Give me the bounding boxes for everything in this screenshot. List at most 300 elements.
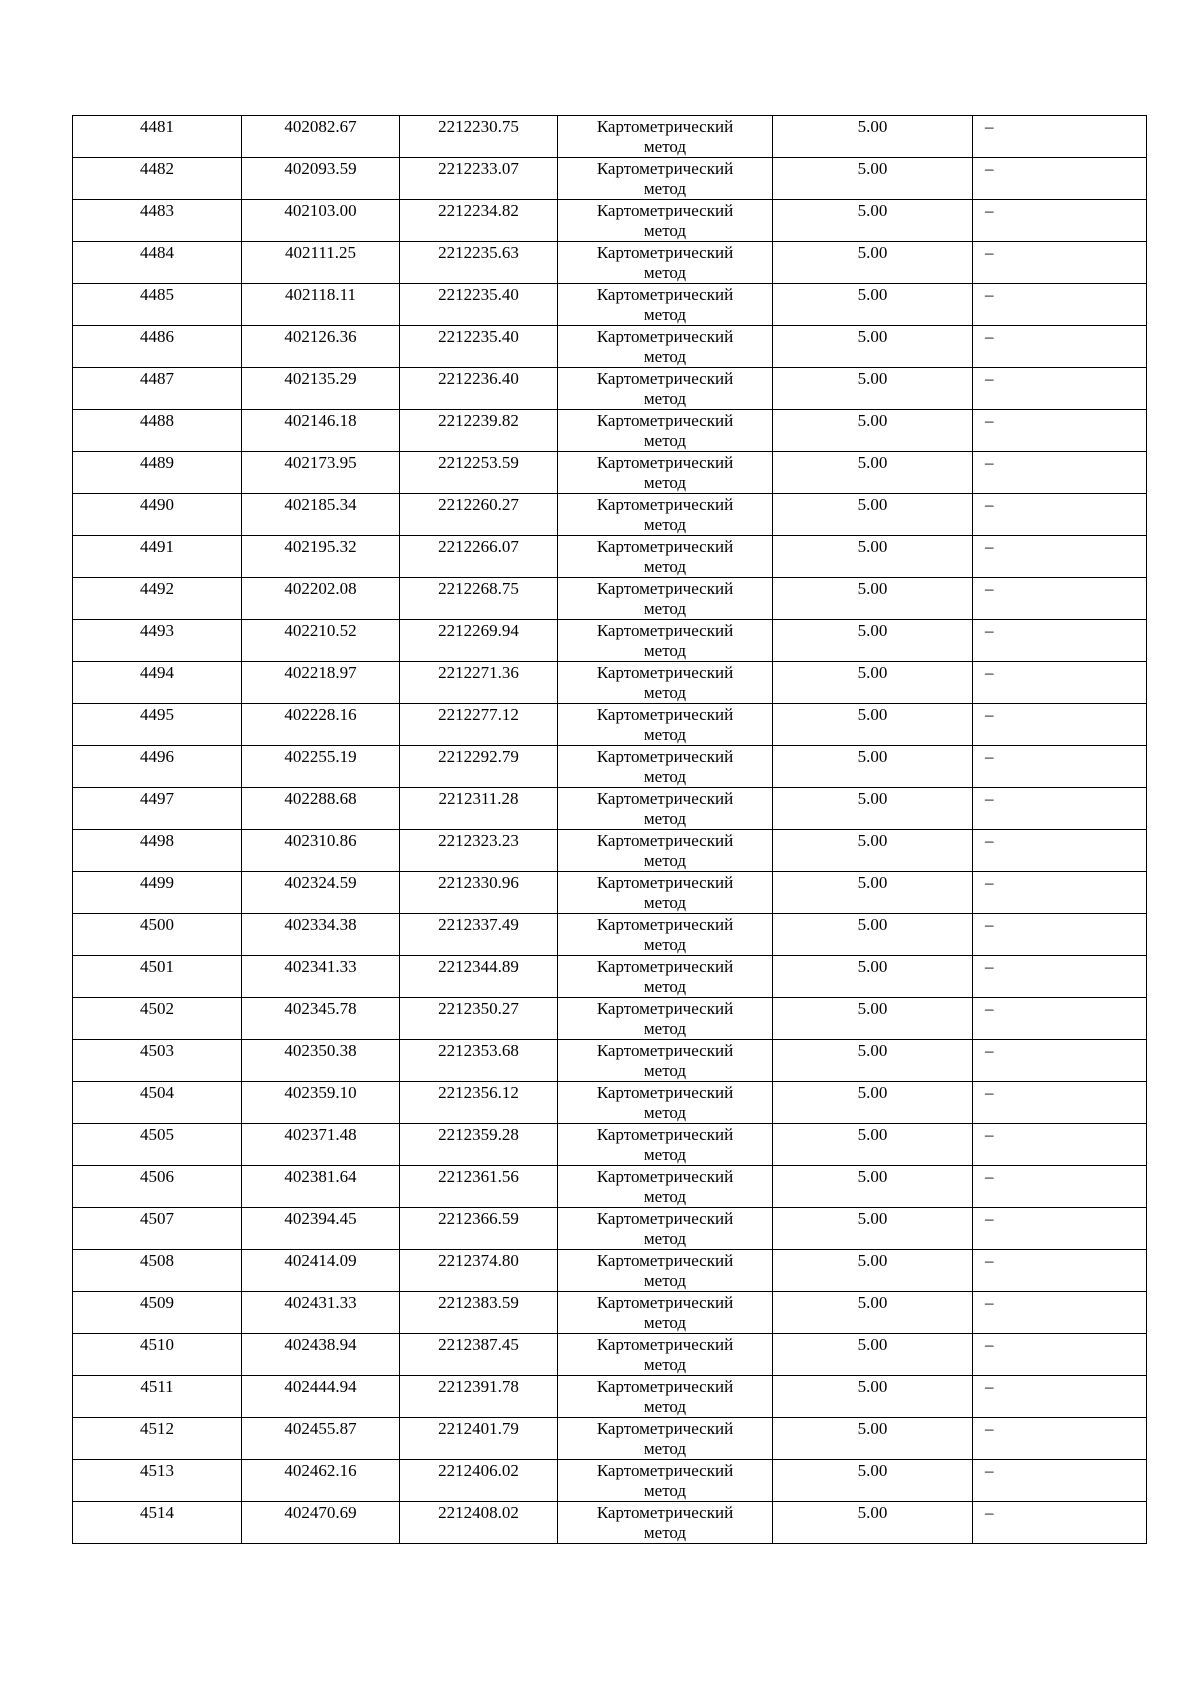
accuracy-cell-text: 5.00 xyxy=(857,411,888,430)
y-coordinate-cell-text: 2212234.82 xyxy=(438,201,519,220)
x-coordinate-cell xyxy=(242,578,400,620)
table-row xyxy=(73,1166,1147,1208)
x-coordinate-cell-text: 402202.08 xyxy=(284,579,357,598)
method-cell-text: Картометрический метод xyxy=(596,1041,734,1080)
point-number-cell xyxy=(73,452,242,494)
point-number-cell xyxy=(73,788,242,830)
note-cell-text: – xyxy=(985,1461,994,1480)
accuracy-cell-text: 5.00 xyxy=(857,495,888,514)
point-number-cell xyxy=(73,662,242,704)
x-coordinate-cell-text: 402345.78 xyxy=(284,999,357,1018)
accuracy-cell xyxy=(773,536,973,578)
method-cell xyxy=(558,368,773,410)
x-coordinate-cell-text: 402310.86 xyxy=(284,831,357,850)
method-cell-text: Картометрический метод xyxy=(596,663,734,702)
point-number-cell xyxy=(73,704,242,746)
x-coordinate-cell-text: 402146.18 xyxy=(284,411,357,430)
method-cell-text: Картометрический метод xyxy=(596,537,734,576)
y-coordinate-cell xyxy=(400,620,558,662)
accuracy-cell-text: 5.00 xyxy=(857,1083,888,1102)
method-cell xyxy=(558,326,773,368)
note-cell-text: – xyxy=(985,1083,994,1102)
y-coordinate-cell xyxy=(400,1460,558,1502)
point-number-cell xyxy=(73,116,242,158)
method-cell xyxy=(558,536,773,578)
note-cell-text: – xyxy=(985,1503,994,1522)
table-row xyxy=(73,368,1147,410)
table-row xyxy=(73,1502,1147,1544)
y-coordinate-cell xyxy=(400,1208,558,1250)
note-cell xyxy=(973,914,1147,956)
y-coordinate-cell xyxy=(400,1040,558,1082)
note-cell xyxy=(973,494,1147,536)
table-row xyxy=(73,1334,1147,1376)
point-number-cell-text: 4490 xyxy=(140,495,174,514)
y-coordinate-cell xyxy=(400,578,558,620)
y-coordinate-cell-text: 2212356.12 xyxy=(438,1083,519,1102)
accuracy-cell xyxy=(773,620,973,662)
accuracy-cell xyxy=(773,242,973,284)
x-coordinate-cell-text: 402111.25 xyxy=(285,243,356,262)
note-cell xyxy=(973,1208,1147,1250)
method-cell xyxy=(558,1292,773,1334)
accuracy-cell-text: 5.00 xyxy=(857,1461,888,1480)
table-row xyxy=(73,914,1147,956)
point-number-cell xyxy=(73,1376,242,1418)
point-number-cell-text: 4500 xyxy=(140,915,174,934)
y-coordinate-cell xyxy=(400,200,558,242)
accuracy-cell xyxy=(773,914,973,956)
x-coordinate-cell-text: 402126.36 xyxy=(284,327,357,346)
table-row xyxy=(73,410,1147,452)
note-cell xyxy=(973,158,1147,200)
point-number-cell xyxy=(73,956,242,998)
accuracy-cell-text: 5.00 xyxy=(857,327,888,346)
note-cell xyxy=(973,956,1147,998)
x-coordinate-cell xyxy=(242,662,400,704)
y-coordinate-cell-text: 2212277.12 xyxy=(438,705,519,724)
x-coordinate-cell xyxy=(242,746,400,788)
note-cell xyxy=(973,1334,1147,1376)
point-number-cell-text: 4491 xyxy=(140,537,174,556)
y-coordinate-cell-text: 2212366.59 xyxy=(438,1209,519,1228)
y-coordinate-cell xyxy=(400,1334,558,1376)
point-number-cell-text: 4506 xyxy=(140,1167,174,1186)
method-cell xyxy=(558,158,773,200)
accuracy-cell xyxy=(773,704,973,746)
accuracy-cell-text: 5.00 xyxy=(857,159,888,178)
y-coordinate-cell xyxy=(400,1292,558,1334)
x-coordinate-cell-text: 402218.97 xyxy=(284,663,357,682)
note-cell-text: – xyxy=(985,495,994,514)
y-coordinate-cell xyxy=(400,788,558,830)
point-number-cell xyxy=(73,326,242,368)
x-coordinate-cell xyxy=(242,1166,400,1208)
y-coordinate-cell xyxy=(400,956,558,998)
y-coordinate-cell xyxy=(400,1082,558,1124)
method-cell-text: Картометрический метод xyxy=(596,831,734,870)
method-cell xyxy=(558,746,773,788)
accuracy-cell-text: 5.00 xyxy=(857,1335,888,1354)
x-coordinate-cell xyxy=(242,1418,400,1460)
note-cell-text: – xyxy=(985,747,994,766)
table-row xyxy=(73,1376,1147,1418)
point-number-cell-text: 4481 xyxy=(140,117,174,136)
accuracy-cell xyxy=(773,116,973,158)
x-coordinate-cell xyxy=(242,998,400,1040)
note-cell xyxy=(973,1418,1147,1460)
point-number-cell-text: 4486 xyxy=(140,327,174,346)
note-cell-text: – xyxy=(985,1335,994,1354)
y-coordinate-cell-text: 2212337.49 xyxy=(438,915,519,934)
y-coordinate-cell-text: 2212268.75 xyxy=(438,579,519,598)
accuracy-cell xyxy=(773,200,973,242)
method-cell xyxy=(558,578,773,620)
x-coordinate-cell xyxy=(242,1460,400,1502)
x-coordinate-cell-text: 402135.29 xyxy=(284,369,357,388)
method-cell xyxy=(558,1208,773,1250)
x-coordinate-cell xyxy=(242,116,400,158)
method-cell-text: Картометрический метод xyxy=(596,1209,734,1248)
accuracy-cell-text: 5.00 xyxy=(857,831,888,850)
point-number-cell-text: 4509 xyxy=(140,1293,174,1312)
x-coordinate-cell xyxy=(242,284,400,326)
accuracy-cell-text: 5.00 xyxy=(857,1503,888,1522)
note-cell xyxy=(973,1082,1147,1124)
table-row xyxy=(73,242,1147,284)
point-number-cell-text: 4499 xyxy=(140,873,174,892)
method-cell-text: Картометрический метод xyxy=(596,579,734,618)
note-cell-text: – xyxy=(985,1377,994,1396)
x-coordinate-cell-text: 402350.38 xyxy=(284,1041,357,1060)
x-coordinate-cell-text: 402228.16 xyxy=(284,705,357,724)
method-cell-text: Картометрический метод xyxy=(596,369,734,408)
accuracy-cell xyxy=(773,662,973,704)
note-cell xyxy=(973,1040,1147,1082)
point-number-cell-text: 4502 xyxy=(140,999,174,1018)
accuracy-cell-text: 5.00 xyxy=(857,873,888,892)
accuracy-cell-text: 5.00 xyxy=(857,1419,888,1438)
point-number-cell-text: 4494 xyxy=(140,663,174,682)
point-number-cell xyxy=(73,536,242,578)
accuracy-cell xyxy=(773,830,973,872)
y-coordinate-cell-text: 2212330.96 xyxy=(438,873,519,892)
point-number-cell-text: 4492 xyxy=(140,579,174,598)
point-number-cell xyxy=(73,1460,242,1502)
point-number-cell xyxy=(73,1292,242,1334)
accuracy-cell-text: 5.00 xyxy=(857,1125,888,1144)
accuracy-cell xyxy=(773,368,973,410)
method-cell-text: Картометрический метод xyxy=(596,411,734,450)
y-coordinate-cell-text: 2212408.02 xyxy=(438,1503,519,1522)
x-coordinate-cell-text: 402394.45 xyxy=(284,1209,357,1228)
note-cell xyxy=(973,452,1147,494)
note-cell xyxy=(973,1460,1147,1502)
table-row xyxy=(73,1418,1147,1460)
x-coordinate-cell-text: 402470.69 xyxy=(284,1503,357,1522)
x-coordinate-cell-text: 402334.38 xyxy=(284,915,357,934)
point-number-cell-text: 4505 xyxy=(140,1125,174,1144)
accuracy-cell xyxy=(773,1250,973,1292)
x-coordinate-cell-text: 402414.09 xyxy=(284,1251,357,1270)
method-cell-text: Картометрический метод xyxy=(596,1503,734,1542)
x-coordinate-cell xyxy=(242,1208,400,1250)
x-coordinate-cell-text: 402455.87 xyxy=(284,1419,357,1438)
x-coordinate-cell-text: 402444.94 xyxy=(284,1377,357,1396)
table-row xyxy=(73,536,1147,578)
y-coordinate-cell xyxy=(400,872,558,914)
note-cell-text: – xyxy=(985,327,994,346)
y-coordinate-cell-text: 2212387.45 xyxy=(438,1335,519,1354)
accuracy-cell-text: 5.00 xyxy=(857,1041,888,1060)
accuracy-cell-text: 5.00 xyxy=(857,243,888,262)
y-coordinate-cell-text: 2212383.59 xyxy=(438,1293,519,1312)
accuracy-cell-text: 5.00 xyxy=(857,747,888,766)
x-coordinate-cell-text: 402438.94 xyxy=(284,1335,357,1354)
note-cell xyxy=(973,872,1147,914)
note-cell-text: – xyxy=(985,243,994,262)
y-coordinate-cell-text: 2212253.59 xyxy=(438,453,519,472)
x-coordinate-cell xyxy=(242,1124,400,1166)
y-coordinate-cell xyxy=(400,242,558,284)
accuracy-cell xyxy=(773,578,973,620)
x-coordinate-cell-text: 402381.64 xyxy=(284,1167,357,1186)
table-row xyxy=(73,1040,1147,1082)
x-coordinate-cell-text: 402118.11 xyxy=(285,285,356,304)
accuracy-cell xyxy=(773,1334,973,1376)
accuracy-cell-text: 5.00 xyxy=(857,369,888,388)
accuracy-cell xyxy=(773,1082,973,1124)
method-cell-text: Картометрический метод xyxy=(596,1335,734,1374)
table-row xyxy=(73,956,1147,998)
point-number-cell xyxy=(73,158,242,200)
y-coordinate-cell-text: 2212374.80 xyxy=(438,1251,519,1270)
point-number-cell-text: 4483 xyxy=(140,201,174,220)
point-number-cell-text: 4511 xyxy=(140,1377,174,1396)
point-number-cell xyxy=(73,494,242,536)
method-cell-text: Картометрический метод xyxy=(596,201,734,240)
point-number-cell xyxy=(73,1334,242,1376)
method-cell-text: Картометрический метод xyxy=(596,957,734,996)
point-number-cell-text: 4482 xyxy=(140,159,174,178)
point-number-cell-text: 4514 xyxy=(140,1503,174,1522)
y-coordinate-cell-text: 2212359.28 xyxy=(438,1125,519,1144)
y-coordinate-cell-text: 2212271.36 xyxy=(438,663,519,682)
point-number-cell xyxy=(73,746,242,788)
accuracy-cell-text: 5.00 xyxy=(857,201,888,220)
x-coordinate-cell-text: 402210.52 xyxy=(284,621,357,640)
point-number-cell xyxy=(73,830,242,872)
accuracy-cell xyxy=(773,788,973,830)
point-number-cell-text: 4513 xyxy=(140,1461,174,1480)
note-cell-text: – xyxy=(985,1209,994,1228)
y-coordinate-cell-text: 2212401.79 xyxy=(438,1419,519,1438)
note-cell-text: – xyxy=(985,621,994,640)
note-cell xyxy=(973,662,1147,704)
x-coordinate-cell-text: 402093.59 xyxy=(284,159,357,178)
accuracy-cell xyxy=(773,494,973,536)
y-coordinate-cell-text: 2212236.40 xyxy=(438,369,519,388)
point-number-cell xyxy=(73,242,242,284)
point-number-cell xyxy=(73,620,242,662)
table-row xyxy=(73,1082,1147,1124)
method-cell xyxy=(558,410,773,452)
y-coordinate-cell-text: 2212344.89 xyxy=(438,957,519,976)
note-cell-text: – xyxy=(985,999,994,1018)
point-number-cell-text: 4484 xyxy=(140,243,174,262)
y-coordinate-cell xyxy=(400,1418,558,1460)
accuracy-cell-text: 5.00 xyxy=(857,537,888,556)
x-coordinate-cell xyxy=(242,368,400,410)
x-coordinate-cell xyxy=(242,1082,400,1124)
method-cell xyxy=(558,830,773,872)
y-coordinate-cell xyxy=(400,284,558,326)
y-coordinate-cell-text: 2212292.79 xyxy=(438,747,519,766)
x-coordinate-cell xyxy=(242,494,400,536)
note-cell xyxy=(973,200,1147,242)
point-number-cell-text: 4508 xyxy=(140,1251,174,1270)
y-coordinate-cell xyxy=(400,158,558,200)
method-cell xyxy=(558,1334,773,1376)
note-cell xyxy=(973,1166,1147,1208)
x-coordinate-cell-text: 402173.95 xyxy=(284,453,357,472)
table-body xyxy=(73,116,1147,1544)
method-cell-text: Картометрический метод xyxy=(596,243,734,282)
point-number-cell-text: 4510 xyxy=(140,1335,174,1354)
note-cell-text: – xyxy=(985,159,994,178)
method-cell-text: Картометрический метод xyxy=(596,873,734,912)
method-cell-text: Картометрический метод xyxy=(596,1125,734,1164)
y-coordinate-cell xyxy=(400,326,558,368)
y-coordinate-cell-text: 2212230.75 xyxy=(438,117,519,136)
method-cell xyxy=(558,1082,773,1124)
note-cell xyxy=(973,1376,1147,1418)
table-row xyxy=(73,830,1147,872)
point-number-cell-text: 4489 xyxy=(140,453,174,472)
x-coordinate-cell-text: 402341.33 xyxy=(284,957,357,976)
note-cell-text: – xyxy=(985,1167,994,1186)
y-coordinate-cell xyxy=(400,452,558,494)
x-coordinate-cell xyxy=(242,620,400,662)
coordinates-table xyxy=(72,115,1147,1544)
accuracy-cell-text: 5.00 xyxy=(857,1293,888,1312)
method-cell xyxy=(558,452,773,494)
accuracy-cell xyxy=(773,872,973,914)
note-cell-text: – xyxy=(985,411,994,430)
point-number-cell xyxy=(73,1418,242,1460)
point-number-cell xyxy=(73,872,242,914)
note-cell-text: – xyxy=(985,117,994,136)
point-number-cell xyxy=(73,914,242,956)
point-number-cell xyxy=(73,1124,242,1166)
method-cell-text: Картометрический метод xyxy=(596,1251,734,1290)
table-row xyxy=(73,578,1147,620)
point-number-cell-text: 4485 xyxy=(140,285,174,304)
point-number-cell-text: 4488 xyxy=(140,411,174,430)
note-cell xyxy=(973,1250,1147,1292)
y-coordinate-cell-text: 2212391.78 xyxy=(438,1377,519,1396)
y-coordinate-cell-text: 2212235.63 xyxy=(438,243,519,262)
point-number-cell-text: 4487 xyxy=(140,369,174,388)
table-row xyxy=(73,326,1147,368)
method-cell xyxy=(558,494,773,536)
x-coordinate-cell xyxy=(242,1502,400,1544)
note-cell-text: – xyxy=(985,957,994,976)
method-cell-text: Картометрический метод xyxy=(596,285,734,324)
y-coordinate-cell-text: 2212235.40 xyxy=(438,285,519,304)
table-row xyxy=(73,620,1147,662)
x-coordinate-cell xyxy=(242,1292,400,1334)
accuracy-cell xyxy=(773,452,973,494)
accuracy-cell xyxy=(773,1418,973,1460)
accuracy-cell-text: 5.00 xyxy=(857,453,888,472)
table-row xyxy=(73,872,1147,914)
method-cell xyxy=(558,620,773,662)
y-coordinate-cell-text: 2212266.07 xyxy=(438,537,519,556)
x-coordinate-cell xyxy=(242,410,400,452)
note-cell xyxy=(973,830,1147,872)
method-cell xyxy=(558,1250,773,1292)
method-cell-text: Картометрический метод xyxy=(596,1293,734,1332)
accuracy-cell-text: 5.00 xyxy=(857,1209,888,1228)
method-cell-text: Картометрический метод xyxy=(596,789,734,828)
method-cell-text: Картометрический метод xyxy=(596,453,734,492)
accuracy-cell xyxy=(773,1208,973,1250)
point-number-cell-text: 4498 xyxy=(140,831,174,850)
y-coordinate-cell xyxy=(400,1502,558,1544)
method-cell-text: Картометрический метод xyxy=(596,621,734,660)
method-cell xyxy=(558,872,773,914)
table-row xyxy=(73,704,1147,746)
accuracy-cell xyxy=(773,1040,973,1082)
note-cell-text: – xyxy=(985,1293,994,1312)
note-cell xyxy=(973,284,1147,326)
point-number-cell-text: 4496 xyxy=(140,747,174,766)
x-coordinate-cell xyxy=(242,914,400,956)
accuracy-cell-text: 5.00 xyxy=(857,705,888,724)
note-cell xyxy=(973,116,1147,158)
x-coordinate-cell-text: 402082.67 xyxy=(284,117,357,136)
point-number-cell xyxy=(73,200,242,242)
note-cell xyxy=(973,242,1147,284)
method-cell xyxy=(558,956,773,998)
method-cell xyxy=(558,998,773,1040)
note-cell xyxy=(973,578,1147,620)
accuracy-cell xyxy=(773,1502,973,1544)
point-number-cell xyxy=(73,410,242,452)
x-coordinate-cell xyxy=(242,872,400,914)
note-cell xyxy=(973,998,1147,1040)
x-coordinate-cell-text: 402255.19 xyxy=(284,747,357,766)
y-coordinate-cell xyxy=(400,368,558,410)
note-cell xyxy=(973,704,1147,746)
method-cell xyxy=(558,1040,773,1082)
y-coordinate-cell xyxy=(400,1166,558,1208)
x-coordinate-cell-text: 402359.10 xyxy=(284,1083,357,1102)
x-coordinate-cell-text: 402462.16 xyxy=(284,1461,357,1480)
point-number-cell-text: 4503 xyxy=(140,1041,174,1060)
accuracy-cell-text: 5.00 xyxy=(857,1377,888,1396)
accuracy-cell-text: 5.00 xyxy=(857,117,888,136)
method-cell-text: Картометрический метод xyxy=(596,1083,734,1122)
method-cell-text: Картометрический метод xyxy=(596,1377,734,1416)
table-row xyxy=(73,116,1147,158)
y-coordinate-cell xyxy=(400,830,558,872)
x-coordinate-cell xyxy=(242,326,400,368)
point-number-cell xyxy=(73,368,242,410)
method-cell-text: Картометрический метод xyxy=(596,705,734,744)
accuracy-cell-text: 5.00 xyxy=(857,663,888,682)
